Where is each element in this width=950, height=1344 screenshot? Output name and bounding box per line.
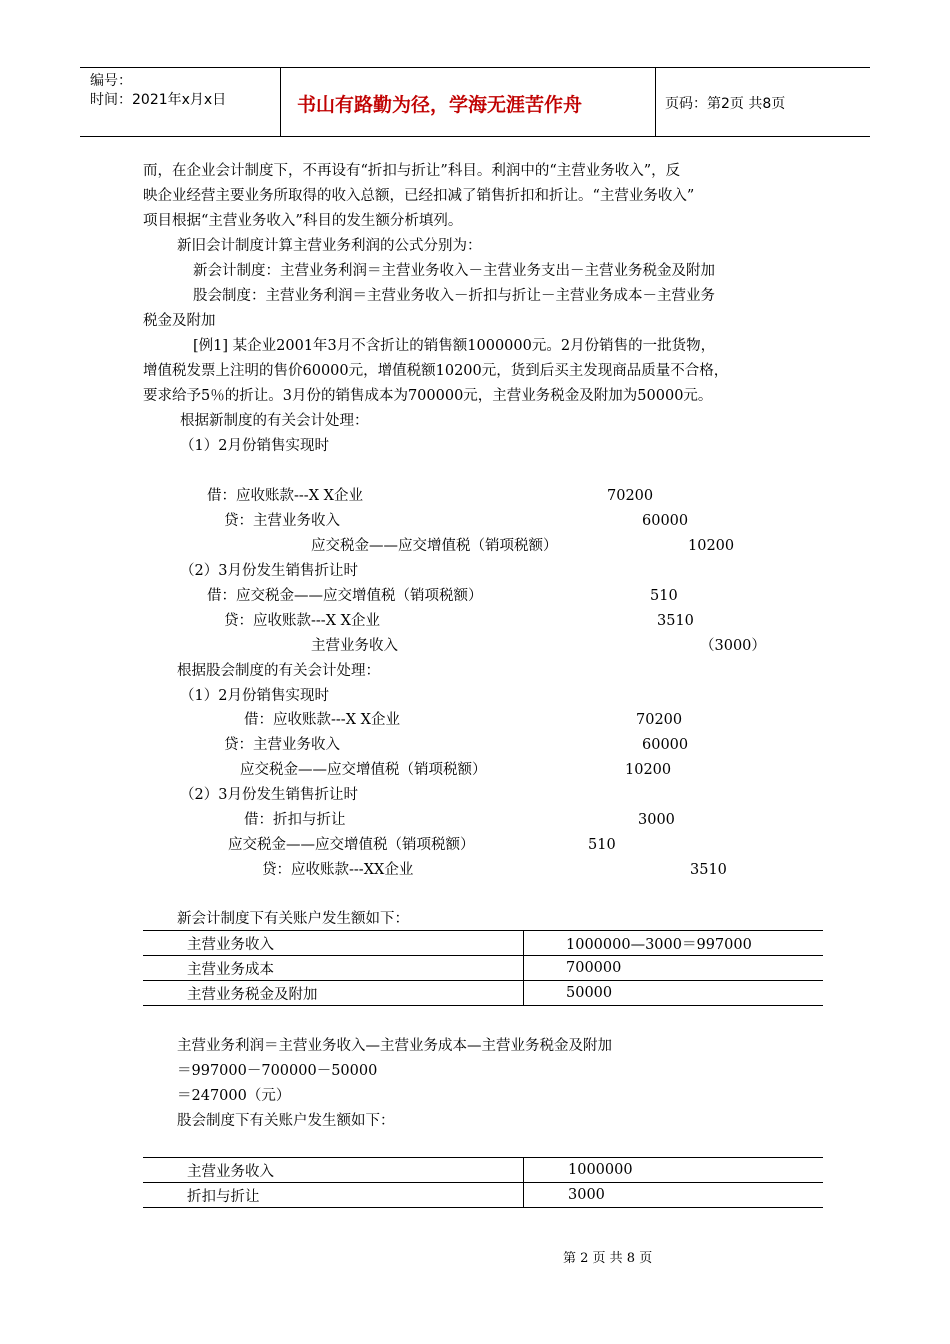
entry-amount: 3510 [657, 613, 694, 629]
example-line: 要求给予5％的折让。3月份的销售成本为700000元，主营业务税金及附加为50000元。 [143, 388, 713, 404]
header-motto: 书山有路勤为径，学海无涯苦作舟 [297, 94, 583, 116]
formula-old-cont: 税金及附加 [143, 313, 216, 329]
page-footer: 第 2 页 共 8 页 [563, 1251, 653, 1266]
entry-amount: 10200 [625, 762, 672, 778]
step-title: （1）2月份销售实现时 [180, 688, 329, 704]
example-line: [例1] 某企业2001年3月不含折让的销售额1000000元。2月份销售的一批货物， [193, 338, 716, 354]
table-cell-amount: 50000 [524, 981, 824, 1006]
calc-line: ＝247000（元） [177, 1088, 291, 1104]
table-row [143, 1183, 823, 1208]
table-cell-amount: 1000000 [524, 1158, 824, 1183]
entry-amount: 60000 [642, 513, 689, 529]
entry-label: 借：折扣与折让 [244, 812, 346, 828]
table-row [143, 981, 823, 1006]
accounts-table-old [143, 1157, 823, 1208]
table-cell-item: 主营业务收入 [143, 931, 524, 956]
entry-amount: 70200 [607, 488, 654, 504]
table-cell-amount: 700000 [524, 956, 824, 981]
doc-time-label: 时间：2021年x月x日 [90, 92, 227, 108]
step-title: （2）3月份发生销售折让时 [180, 563, 358, 579]
entry-label: 贷：应收账款---XX企业 [262, 862, 414, 878]
entry-amount: 3000 [638, 812, 675, 828]
entry-label: 应交税金——应交增值税（销项税额） [311, 538, 558, 554]
entry-amount: 510 [588, 837, 616, 853]
doc-number-label: 编号： [90, 73, 132, 89]
entry-amount: 10200 [688, 538, 735, 554]
accounts-table-new [143, 930, 823, 1006]
header-divider [280, 68, 281, 136]
section-title: 根据股会制度的有关会计处理： [177, 663, 380, 679]
table-cell-item: 主营业务税金及附加 [143, 981, 524, 1006]
paragraph-line: 映企业经营主要业务所取得的收入总额，已经扣减了销售折扣和折让。“主营业务收入” [143, 188, 695, 204]
paragraph-line: 新旧会计制度计算主营业务利润的公式分别为： [177, 238, 482, 254]
table-cell-item: 主营业务成本 [143, 956, 524, 981]
table-row [143, 956, 823, 981]
entry-label: 借：应收账款---X X企业 [207, 488, 363, 504]
example-line: 增值税发票上注明的售价60000元，增值税额10200元，货到后买主发现商品质量不合格， [143, 363, 729, 379]
table-title: 股会制度下有关账户发生额如下： [177, 1113, 395, 1129]
table-title: 新会计制度下有关账户发生额如下： [177, 911, 409, 927]
entry-amount: （3000） [700, 638, 766, 654]
section-title: 根据新制度的有关会计处理： [180, 413, 369, 429]
table-cell-item: 主营业务收入 [143, 1158, 524, 1183]
entry-label: 贷：主营业务收入 [224, 737, 340, 753]
entry-amount: 60000 [642, 737, 689, 753]
table-cell-amount: 1000000—3000＝997000 [524, 931, 824, 956]
entry-label: 贷：应收账款---X X企业 [224, 613, 380, 629]
formula-new: 新会计制度：主营业务利润＝主营业务收入－主营业务支出－主营业务税金及附加 [193, 263, 715, 279]
paragraph-line: 项目根据“主营业务收入”科目的发生额分析填列。 [143, 213, 463, 229]
table-row [143, 931, 823, 956]
formula-old: 股会制度：主营业务利润＝主营业务收入－折扣与折让－主营业务成本－主营业务 [193, 288, 715, 304]
table-cell-item: 折扣与折让 [143, 1183, 524, 1208]
entry-label: 应交税金——应交增值税（销项税额） [240, 762, 487, 778]
entry-label: 主营业务收入 [311, 638, 398, 654]
entry-amount: 510 [650, 588, 678, 604]
calc-line: 主营业务利润＝主营业务收入—主营业务成本—主营业务税金及附加 [177, 1038, 612, 1054]
entry-label: 应交税金——应交增值税（销项税额） [228, 837, 475, 853]
paragraph-line: 而，在企业会计制度下，不再设有“折扣与折让”科目。利润中的“主营业务收入”，反 [143, 163, 681, 179]
table-cell-amount: 3000 [524, 1183, 824, 1208]
header-divider [655, 68, 656, 136]
entry-amount: 3510 [690, 862, 727, 878]
entry-label: 借：应收账款---X X企业 [244, 712, 400, 728]
entry-label: 贷：主营业务收入 [224, 513, 340, 529]
table-row [143, 1158, 823, 1183]
step-title: （1）2月份销售实现时 [180, 438, 329, 454]
step-title: （2）3月份发生销售折让时 [180, 787, 358, 803]
header-page-info: 页码：第2页 共8页 [665, 96, 786, 112]
entry-amount: 70200 [636, 712, 683, 728]
entry-label: 借：应交税金——应交增值税（销项税额） [207, 588, 483, 604]
calc-line: ＝997000－700000－50000 [177, 1063, 378, 1079]
